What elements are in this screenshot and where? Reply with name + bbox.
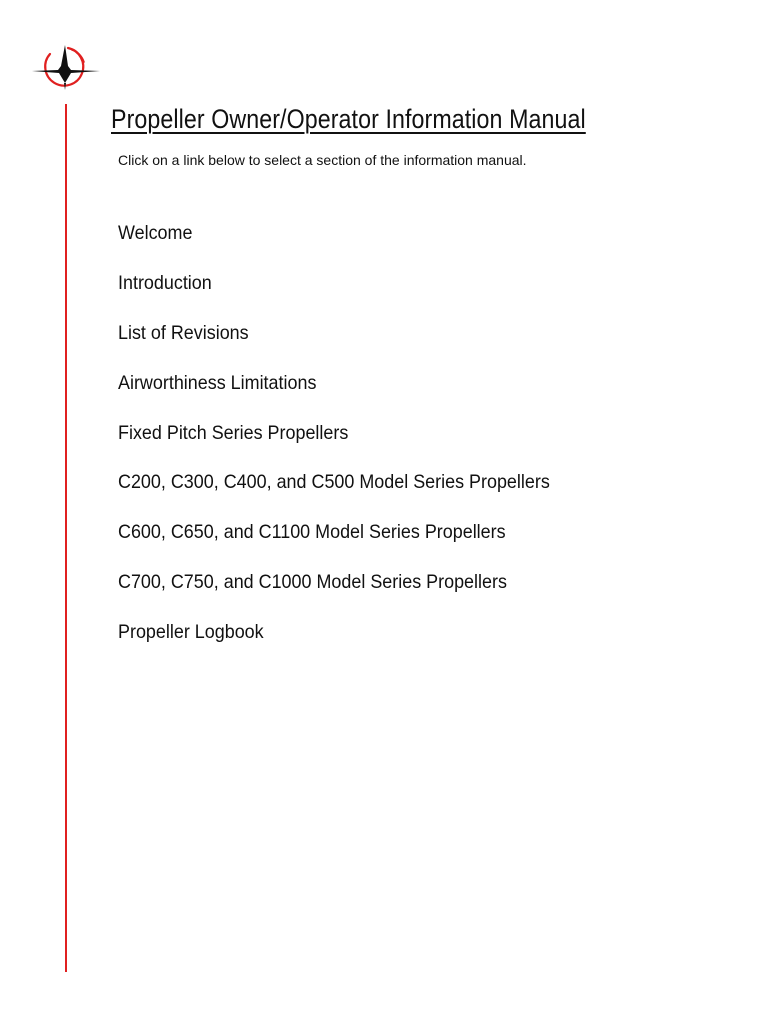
list-item <box>118 469 587 519</box>
list-item <box>118 320 587 370</box>
list-item <box>118 420 587 470</box>
list-item <box>118 270 587 320</box>
list-item <box>118 220 587 270</box>
airplane-logo-icon <box>28 42 104 102</box>
section-link-c700-c1000-series[interactable]: C700, C750, and C1000 Model Series Propellers <box>118 571 507 594</box>
section-link-list <box>118 220 587 669</box>
section-link-welcome[interactable]: Welcome <box>118 222 193 244</box>
section-link-c200-c500-series[interactable]: C200, C300, C400, and C500 Model Series Propellers <box>118 471 550 494</box>
section-link-list-of-revisions[interactable]: List of Revisions <box>118 321 249 344</box>
section-link-fixed-pitch-series[interactable]: Fixed Pitch Series Propellers <box>118 421 349 444</box>
list-item <box>118 519 587 569</box>
list-item <box>118 569 587 619</box>
list-item <box>118 370 587 420</box>
instruction-text: Click on a link below to select a section of the information manual. <box>118 152 527 168</box>
margin-rule <box>65 104 67 972</box>
list-item <box>118 619 587 669</box>
page-title: Propeller Owner/Operator Information Manual <box>111 104 586 134</box>
section-link-c600-c1100-series[interactable]: C600, C650, and C1100 Model Series Propellers <box>118 521 506 544</box>
section-link-introduction[interactable]: Introduction <box>118 271 212 294</box>
section-link-propeller-logbook[interactable]: Propeller Logbook <box>118 621 264 644</box>
section-link-airworthiness-limitations[interactable]: Airworthiness Limitations <box>118 371 317 394</box>
